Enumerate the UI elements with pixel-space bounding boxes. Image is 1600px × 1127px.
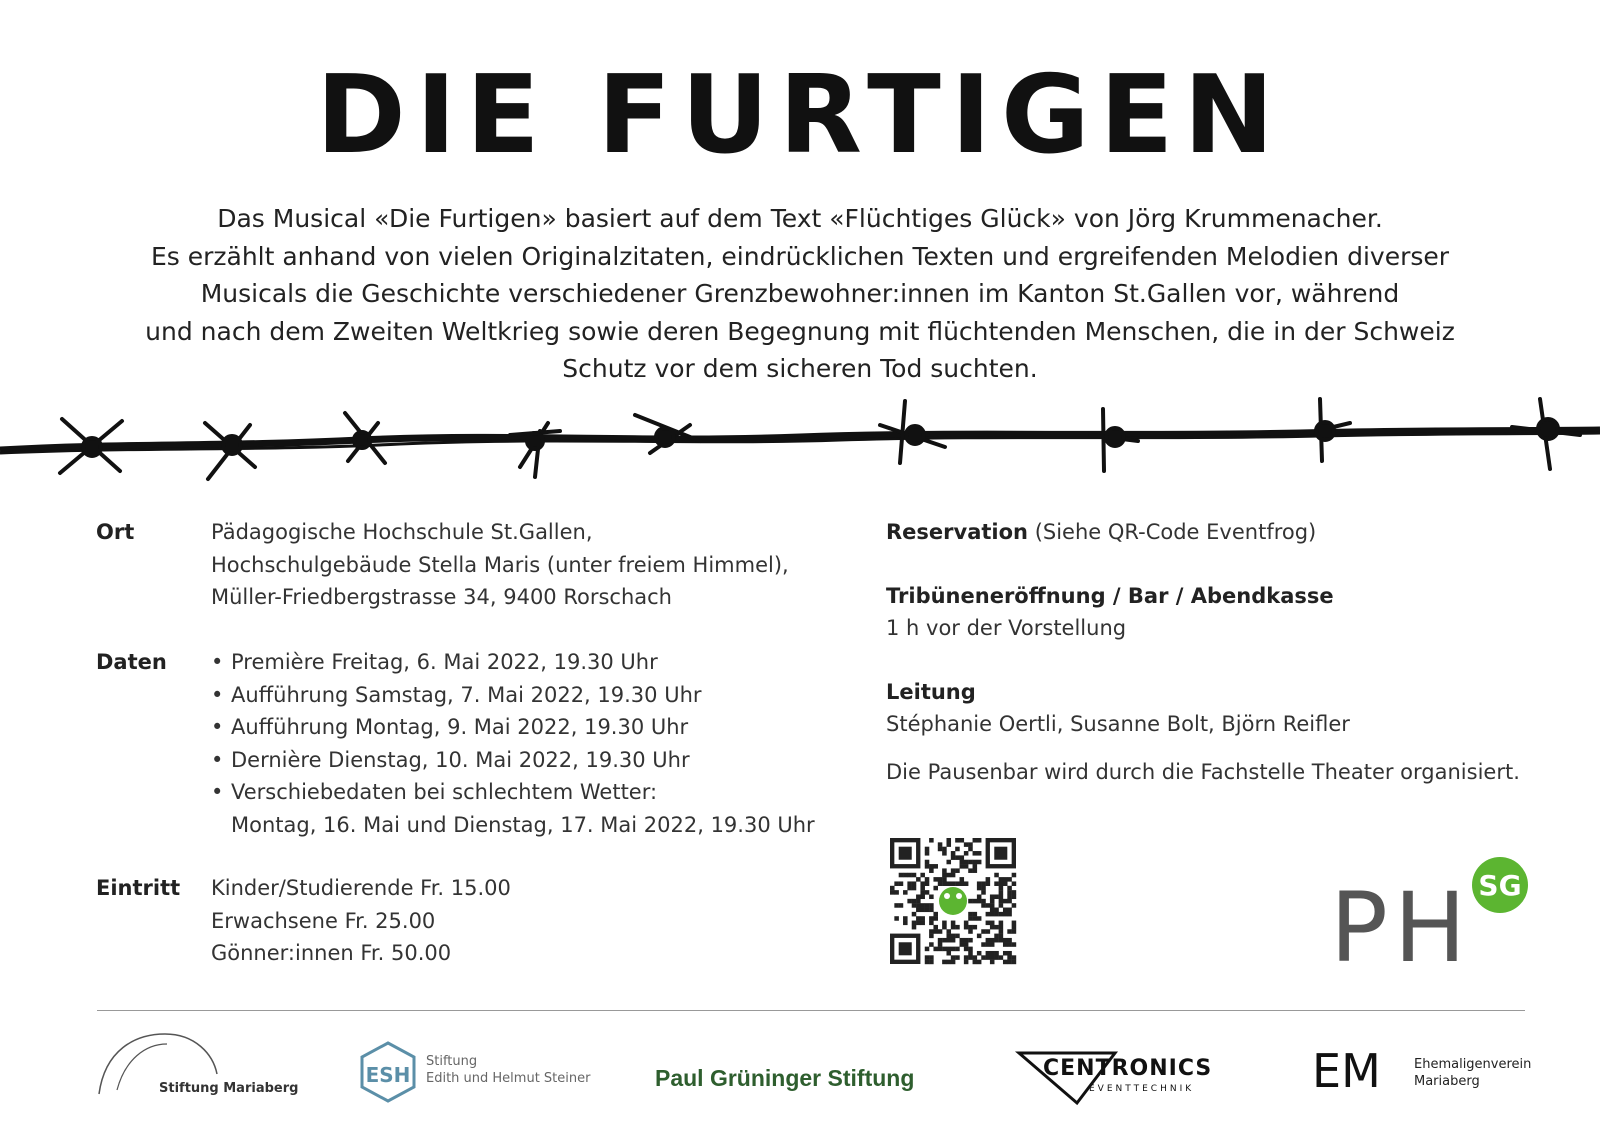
- reservation-line: [886, 516, 1316, 549]
- em-line-1: Ehemaligenverein: [1414, 1057, 1532, 1072]
- em-line-2: Mariaberg: [1414, 1074, 1480, 1089]
- leitung-label: Leitung: [886, 680, 976, 704]
- date-item: • Aufführung Montag, 9. Mai 2022, 19.30 Uhr: [211, 711, 815, 744]
- stiftung-steiner-logo: [358, 1040, 591, 1110]
- price-line: Gönner:innen Fr. 50.00: [211, 941, 452, 965]
- centronics-logo: [1015, 1045, 1230, 1107]
- ph-logo-text: PH: [1330, 872, 1473, 984]
- centronics-name: CENTRONICS: [1043, 1056, 1213, 1081]
- price-line: Kinder/Studierende Fr. 15.00: [211, 876, 511, 900]
- ph-sg-logo: [1330, 845, 1530, 984]
- left-column: [96, 516, 836, 976]
- eventfrog-qr-code: [890, 838, 1016, 964]
- sg-badge-text: SG: [1478, 869, 1522, 902]
- eintritt-label: Eintritt: [96, 876, 181, 900]
- reservation-text: (Siehe QR-Code Eventfrog): [1034, 520, 1317, 544]
- date-item: • Aufführung Samstag, 7. Mai 2022, 19.30 Uhr: [211, 679, 815, 712]
- address-line: Pädagogische Hochschule St.Gallen,: [211, 520, 593, 544]
- ehemaligenverein-logo: [1312, 1043, 1532, 1103]
- intro-line: Musicals die Geschichte verschiedener Grenzbewohner:innen im Kanton St.Gallen vor, während: [200, 279, 1400, 308]
- daten-label: Daten: [96, 650, 167, 674]
- intro-line: Das Musical «Die Furtigen» basiert auf dem Text «Flüchtiges Glück» von Jörg Krummenacher.: [217, 204, 1383, 233]
- address-line: Hochschulgebäude Stella Maris (unter freiem Himmel),: [211, 552, 789, 577]
- reservation-label: Reservation: [886, 520, 1028, 544]
- tribune-text: 1 h vor der Vorstellung: [886, 616, 1127, 640]
- intro-line: Schutz vor dem sicheren Tod suchten.: [562, 354, 1038, 383]
- date-item: • Dernière Dienstag, 10. Mai 2022, 19.30 Uhr: [211, 744, 815, 777]
- ort-label: Ort: [96, 520, 135, 544]
- barbed-wire-graphic: [0, 395, 1600, 495]
- intro-line: und nach dem Zweiten Weltkrieg sowie deren Begegnung mit flüchtenden Menschen, die in der Schweiz: [145, 316, 1455, 346]
- footer-divider: [97, 1010, 1525, 1011]
- centronics-subline: EVENTTECHNIK: [1089, 1084, 1195, 1094]
- date-item: • Première Freitag, 6. Mai 2022, 19.30 Uhr: [211, 646, 815, 679]
- steiner-line-2: Edith und Helmut Steiner: [426, 1071, 591, 1086]
- eintritt-prices: [211, 872, 511, 970]
- steiner-monogram: ESH: [365, 1063, 411, 1087]
- em-monogram: EM: [1312, 1044, 1381, 1098]
- intro-line: Es erzählt anhand von vielen Originalzitaten, eindrücklichen Texten und ergreifenden Melodien diverser: [150, 241, 1450, 271]
- address-line: Müller-Friedbergstrasse 34, 9400 Rorschach: [211, 585, 672, 609]
- leitung-names: Stéphanie Oertli, Susanne Bolt, Björn Reifler: [886, 712, 1350, 736]
- intro-text: [100, 200, 1500, 388]
- stiftung-mariaberg-logo: [95, 1030, 299, 1100]
- ort-address: [211, 516, 789, 614]
- date-item: • Verschiebedaten bei schlechtem Wetter:: [211, 776, 815, 809]
- daten-list: [211, 646, 815, 841]
- price-line: Erwachsene Fr. 25.00: [211, 908, 436, 933]
- sponsor-logos: [0, 1025, 1600, 1115]
- steiner-line-1: Stiftung: [426, 1054, 478, 1069]
- mariaberg-name: Stiftung Mariaberg: [159, 1081, 299, 1096]
- event-title: DIE FURTIGEN: [316, 53, 1284, 178]
- paul-grueninger-stiftung-logo: Paul Grüninger Stiftung: [655, 1065, 915, 1091]
- right-column: [886, 516, 1546, 816]
- tribune-label: Tribüneneröffnung / Bar / Abendkasse: [886, 584, 1334, 608]
- date-continuation: Montag, 16. Mai und Dienstag, 17. Mai 2022, 19.30 Uhr: [231, 812, 815, 837]
- pausenbar-note: Die Pausenbar wird durch die Fachstelle Theater organisiert.: [886, 760, 1520, 784]
